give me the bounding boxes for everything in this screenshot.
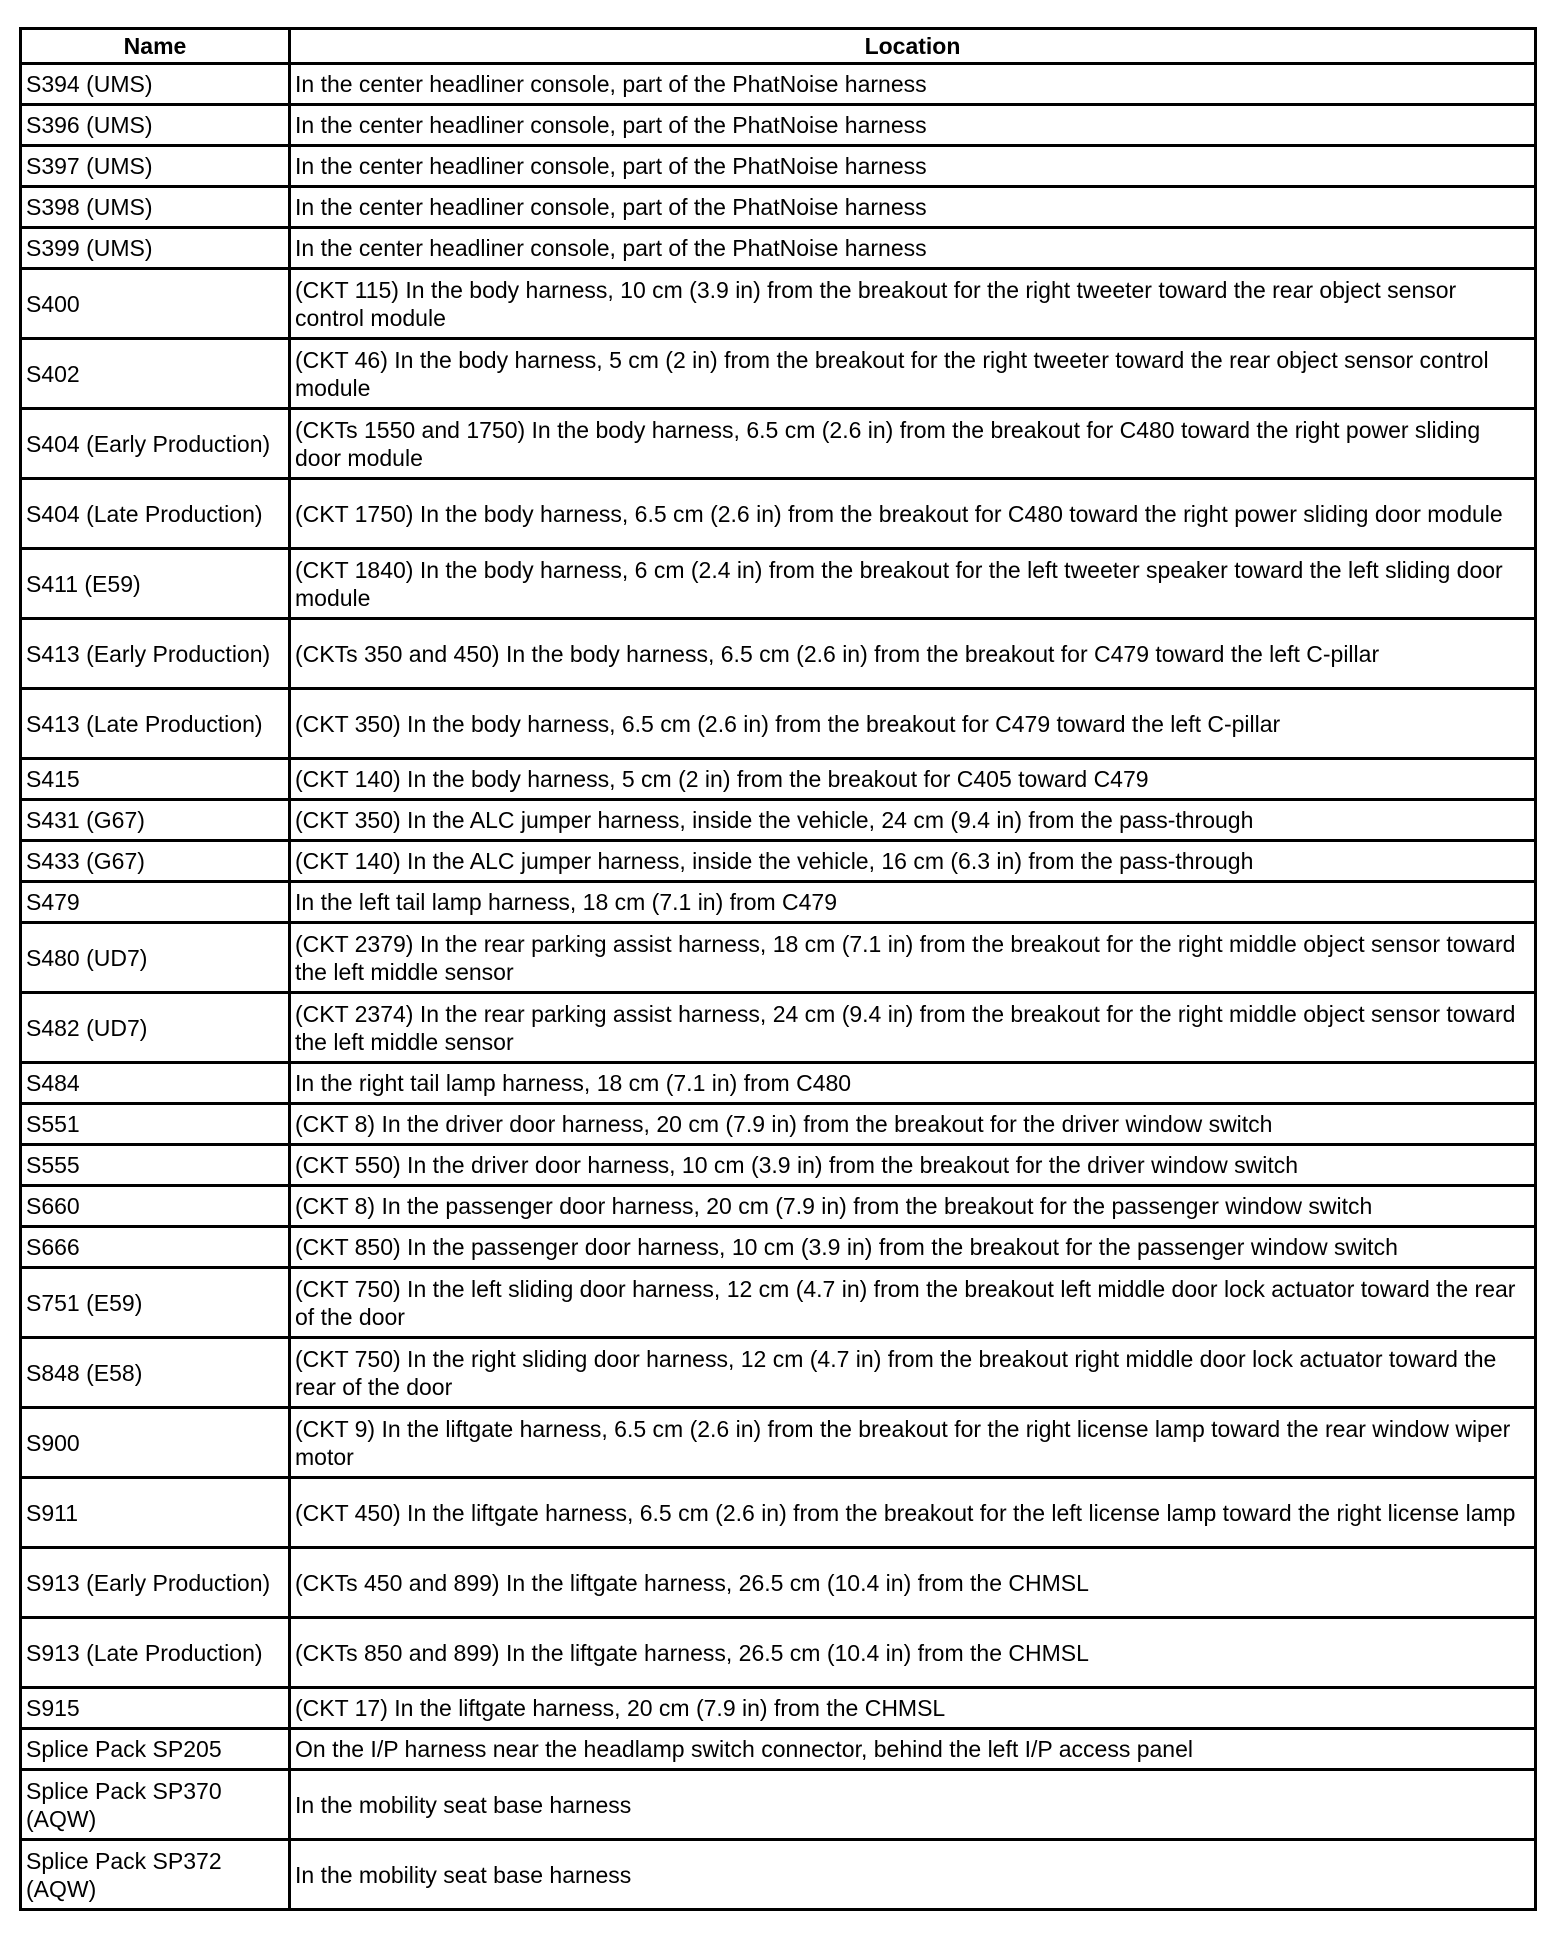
splice-name-cell: S415 (21, 759, 290, 800)
table-row (21, 1729, 1536, 1770)
table-row (21, 1770, 1536, 1840)
splice-location-cell: (CKT 350) In the ALC jumper harness, inside the vehicle, 24 cm (9.4 in) from the pass-through (290, 800, 1536, 841)
splice-location-cell: (CKT 2374) In the rear parking assist harness, 24 cm (9.4 in) from the breakout for the right middle object sensor toward the left middle sensor (290, 993, 1536, 1063)
table-row (21, 1840, 1536, 1910)
splice-name-cell: S397 (UMS) (21, 146, 290, 187)
splice-name-cell: S402 (21, 339, 290, 409)
table-row (21, 228, 1536, 269)
splice-name-cell: S479 (21, 882, 290, 923)
table-row (21, 923, 1536, 993)
splice-location-cell: (CKT 8) In the passenger door harness, 20 cm (7.9 in) from the breakout for the passenger window switch (290, 1186, 1536, 1227)
splice-location-cell: In the center headliner console, part of the PhatNoise harness (290, 105, 1536, 146)
table-row (21, 1478, 1536, 1548)
table-row (21, 1186, 1536, 1227)
splice-location-cell: On the I/P harness near the headlamp switch connector, behind the left I/P access panel (290, 1729, 1536, 1770)
table-row (21, 409, 1536, 479)
table-row (21, 105, 1536, 146)
splice-name-cell: S551 (21, 1104, 290, 1145)
splice-location-cell: In the center headliner console, part of the PhatNoise harness (290, 187, 1536, 228)
table-row (21, 759, 1536, 800)
splice-location-cell: In the mobility seat base harness (290, 1840, 1536, 1910)
table-row (21, 146, 1536, 187)
location-column-header: Location (290, 29, 1536, 64)
splice-name-cell: S911 (21, 1478, 290, 1548)
splice-location-cell: In the mobility seat base harness (290, 1770, 1536, 1840)
splice-location-cell: (CKT 46) In the body harness, 5 cm (2 in) from the breakout for the right tweeter toward the rear object sensor control module (290, 339, 1536, 409)
splice-name-cell: S484 (21, 1063, 290, 1104)
splice-location-cell: (CKT 550) In the driver door harness, 10 cm (3.9 in) from the breakout for the driver window switch (290, 1145, 1536, 1186)
splice-name-cell: S411 (E59) (21, 549, 290, 619)
splice-location-cell: In the right tail lamp harness, 18 cm (7.1 in) from C480 (290, 1063, 1536, 1104)
splice-location-cell: (CKT 1840) In the body harness, 6 cm (2.4 in) from the breakout for the left tweeter speaker toward the left sliding door module (290, 549, 1536, 619)
splice-name-cell: S660 (21, 1186, 290, 1227)
header-row (21, 29, 1536, 64)
table-row (21, 339, 1536, 409)
table-body (21, 64, 1536, 1910)
splice-location-cell: (CKT 17) In the liftgate harness, 20 cm (7.9 in) from the CHMSL (290, 1688, 1536, 1729)
splice-name-cell: S666 (21, 1227, 290, 1268)
table-row (21, 689, 1536, 759)
table-row (21, 882, 1536, 923)
splice-location-cell: In the center headliner console, part of the PhatNoise harness (290, 146, 1536, 187)
splice-name-cell: S404 (Early Production) (21, 409, 290, 479)
table-row (21, 1268, 1536, 1338)
table-row (21, 1227, 1536, 1268)
splice-name-cell: S398 (UMS) (21, 187, 290, 228)
table-row (21, 1548, 1536, 1618)
splice-location-cell: (CKT 8) In the driver door harness, 20 cm (7.9 in) from the breakout for the driver window switch (290, 1104, 1536, 1145)
table-row (21, 1618, 1536, 1688)
splice-location-cell: In the center headliner console, part of the PhatNoise harness (290, 64, 1536, 105)
table-row (21, 1408, 1536, 1478)
splice-name-cell: S413 (Late Production) (21, 689, 290, 759)
table-row (21, 1338, 1536, 1408)
splice-name-cell: Splice Pack SP370 (AQW) (21, 1770, 290, 1840)
splice-name-cell: S404 (Late Production) (21, 479, 290, 549)
table-row (21, 479, 1536, 549)
splice-name-cell: S394 (UMS) (21, 64, 290, 105)
splice-name-cell: S396 (UMS) (21, 105, 290, 146)
splice-location-cell: (CKT 115) In the body harness, 10 cm (3.9 in) from the breakout for the right tweeter toward the rear object sensor control module (290, 269, 1536, 339)
table-row (21, 64, 1536, 105)
splice-name-cell: Splice Pack SP205 (21, 1729, 290, 1770)
splice-name-cell: Splice Pack SP372 (AQW) (21, 1840, 290, 1910)
splice-name-cell: S848 (E58) (21, 1338, 290, 1408)
name-column-header: Name (21, 29, 290, 64)
table-row (21, 993, 1536, 1063)
splice-name-cell: S555 (21, 1145, 290, 1186)
splice-location-cell: (CKT 350) In the body harness, 6.5 cm (2.6 in) from the breakout for C479 toward the left C-pillar (290, 689, 1536, 759)
splice-location-cell: (CKT 140) In the ALC jumper harness, inside the vehicle, 16 cm (6.3 in) from the pass-through (290, 841, 1536, 882)
splice-name-cell: S915 (21, 1688, 290, 1729)
table-row (21, 1688, 1536, 1729)
splice-name-cell: S913 (Late Production) (21, 1618, 290, 1688)
splice-name-cell: S751 (E59) (21, 1268, 290, 1338)
table-row (21, 269, 1536, 339)
table-row (21, 1145, 1536, 1186)
splice-location-cell: In the left tail lamp harness, 18 cm (7.1 in) from C479 (290, 882, 1536, 923)
splice-location-cell: (CKTs 850 and 899) In the liftgate harness, 26.5 cm (10.4 in) from the CHMSL (290, 1618, 1536, 1688)
table-row (21, 549, 1536, 619)
splice-location-cell: (CKTs 350 and 450) In the body harness, 6.5 cm (2.6 in) from the breakout for C479 toward the left C-pillar (290, 619, 1536, 689)
table-row (21, 1104, 1536, 1145)
splice-name-cell: S482 (UD7) (21, 993, 290, 1063)
splice-location-cell: (CKT 140) In the body harness, 5 cm (2 in) from the breakout for C405 toward C479 (290, 759, 1536, 800)
splice-location-cell: In the center headliner console, part of the PhatNoise harness (290, 228, 1536, 269)
splice-location-table (19, 27, 1537, 1911)
splice-location-cell: (CKT 9) In the liftgate harness, 6.5 cm (2.6 in) from the breakout for the right license lamp toward the rear window wiper motor (290, 1408, 1536, 1478)
splice-location-cell: (CKT 750) In the right sliding door harness, 12 cm (4.7 in) from the breakout right middle door lock actuator toward the rear of the door (290, 1338, 1536, 1408)
splice-name-cell: S413 (Early Production) (21, 619, 290, 689)
table-row (21, 841, 1536, 882)
splice-name-cell: S913 (Early Production) (21, 1548, 290, 1618)
splice-name-cell: S431 (G67) (21, 800, 290, 841)
splice-name-cell: S433 (G67) (21, 841, 290, 882)
splice-name-cell: S399 (UMS) (21, 228, 290, 269)
splice-name-cell: S900 (21, 1408, 290, 1478)
splice-location-cell: (CKTs 1550 and 1750) In the body harness, 6.5 cm (2.6 in) from the breakout for C480 toward the right power sliding door module (290, 409, 1536, 479)
splice-location-cell: (CKT 450) In the liftgate harness, 6.5 cm (2.6 in) from the breakout for the left license lamp toward the right license lamp (290, 1478, 1536, 1548)
table-row (21, 619, 1536, 689)
splice-location-cell: (CKT 1750) In the body harness, 6.5 cm (2.6 in) from the breakout for C480 toward the right power sliding door module (290, 479, 1536, 549)
table-row (21, 800, 1536, 841)
splice-location-cell: (CKT 850) In the passenger door harness, 10 cm (3.9 in) from the breakout for the passenger window switch (290, 1227, 1536, 1268)
splice-location-cell: (CKT 750) In the left sliding door harness, 12 cm (4.7 in) from the breakout left middle door lock actuator toward the rear of the door (290, 1268, 1536, 1338)
splice-name-cell: S400 (21, 269, 290, 339)
splice-name-cell: S480 (UD7) (21, 923, 290, 993)
splice-location-cell: (CKTs 450 and 899) In the liftgate harness, 26.5 cm (10.4 in) from the CHMSL (290, 1548, 1536, 1618)
table-row (21, 187, 1536, 228)
table-row (21, 1063, 1536, 1104)
splice-location-cell: (CKT 2379) In the rear parking assist harness, 18 cm (7.1 in) from the breakout for the right middle object sensor toward the left middle sensor (290, 923, 1536, 993)
